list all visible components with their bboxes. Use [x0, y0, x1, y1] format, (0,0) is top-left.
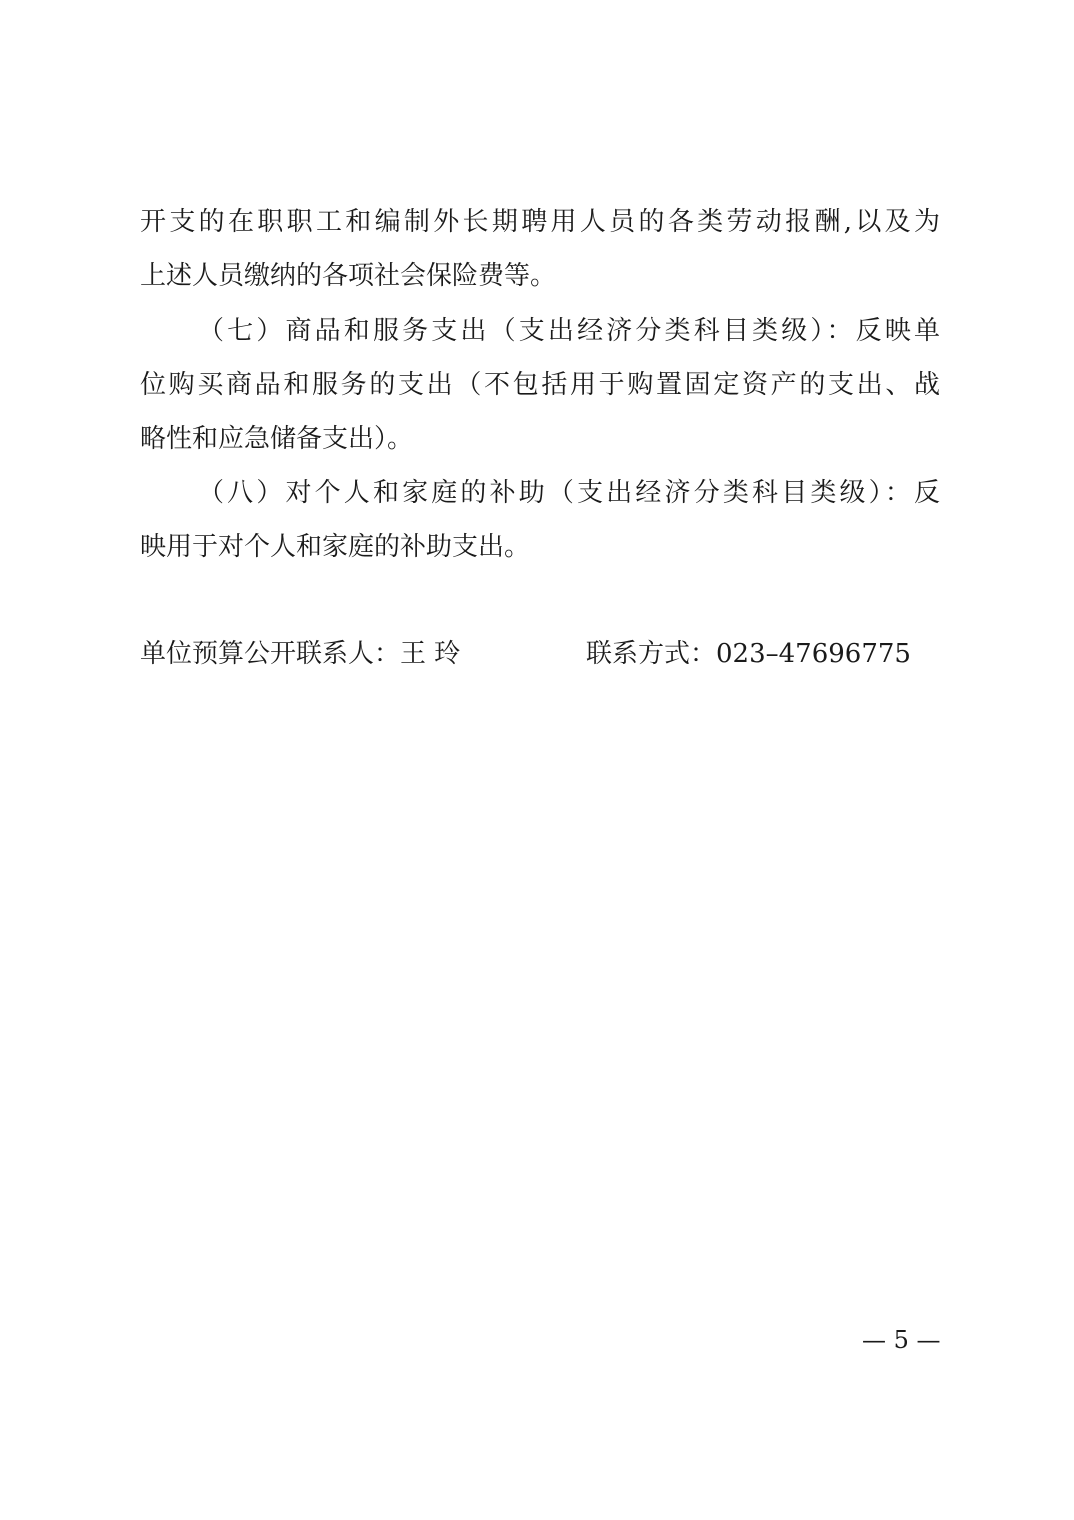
page-number: — 5 — — [862, 1326, 941, 1354]
contact-person: 单位预算公开联系人：王 玲 — [140, 639, 461, 669]
paragraph-line: （七）商品和服务支出（支出经济分类科目类级）：反映单 — [198, 316, 940, 346]
paragraph-line: 略性和应急储备支出）。 — [140, 424, 414, 454]
paragraph-line: 开支的在职职工和编制外长期聘用人员的各类劳动报酬,以及为 — [140, 207, 940, 237]
paragraph-line: 映用于对个人和家庭的补助支出。 — [140, 532, 531, 562]
paragraph-line: 位购买商品和服务的支出（不包括用于购置固定资产的支出、战 — [140, 370, 940, 400]
paragraph-line: 上述人员缴纳的各项社会保险费等。 — [140, 261, 557, 291]
contact-phone: 联系方式：023–47696775 — [586, 639, 911, 669]
paragraph-line: （八）对个人和家庭的补助（支出经济分类科目类级）：反 — [198, 478, 940, 508]
